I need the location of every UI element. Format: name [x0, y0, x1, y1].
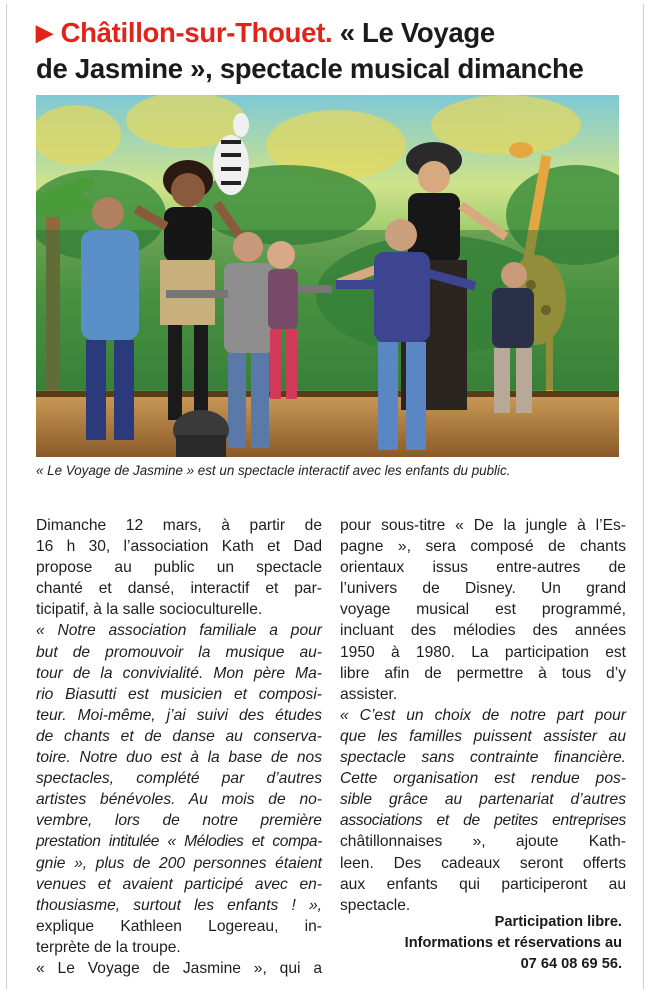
body-line: ticipatif, à la salle socioculturelle. — [36, 601, 263, 619]
body-line: assister. — [340, 685, 398, 703]
quote-line: « Notre association familiale a pour — [36, 622, 322, 640]
quote-line: thousiasme, surtout les enfants ! », — [36, 896, 322, 914]
body-line: orientaux issus entre-autres de — [340, 559, 626, 577]
left-column — [36, 515, 322, 979]
headline-arrow-icon: ▶ — [36, 20, 53, 45]
body-line: aux enfants qui participeront au — [340, 875, 626, 893]
quote-line: artistes bénévoles. Au mois de no- — [36, 791, 322, 809]
stage-spotlight — [173, 410, 229, 457]
body-line: terprète de la troupe. — [36, 938, 181, 956]
body-line: libre afin de permettre à tous d’y — [340, 664, 626, 682]
quote-line: toire. Notre duo est à la base de nos — [36, 749, 322, 767]
quote-line: rio Biasutti est musicien et composi- — [36, 685, 322, 703]
body-line: voyage musical est programmé, — [340, 601, 626, 619]
body-line: incluant des mélodies des années — [340, 622, 626, 640]
info-note: Informations et réservations au — [404, 935, 622, 951]
body-line: châtillonnaises », ajoute Kath- — [340, 833, 626, 851]
headline-line2: de Jasmine », spectacle musical dimanche — [36, 53, 584, 84]
quote-line: spectacle sans contrainte financière. — [340, 749, 626, 767]
quote-line: tour de la convivialité. Mon père Ma- — [36, 664, 322, 682]
quote-line: teur. Moi-même, j’ai suivi des études — [36, 706, 322, 724]
right-column — [340, 515, 626, 916]
body-line: propose au public un spectacle — [36, 559, 322, 577]
quote-line: que les familles puissent assister au — [340, 727, 626, 745]
quote-line: « C’est un choix de notre part pour — [340, 706, 626, 724]
body-line: Dimanche 12 mars, à partir de — [36, 517, 322, 534]
quote-line: venues et avaient participé avec en- — [36, 875, 322, 893]
body-line: leen. Des cadeaux seront offerts — [340, 854, 626, 872]
participation-note: Participation libre. — [494, 914, 622, 930]
body-line: chanté et dansé, interactif et par- — [36, 580, 322, 598]
info-footer — [340, 912, 622, 975]
quote-line: spectacles, complété par d’autres — [36, 770, 322, 788]
body-line: 1950 à 1980. La participation est — [340, 643, 626, 661]
quote-line: de chants et de danse au conserva- — [36, 727, 322, 745]
body-line: explique Kathleen Logereau, in- — [36, 917, 322, 935]
body-line: l’univers de Disney. Un grand — [340, 580, 626, 598]
body-line: spectacle. — [340, 896, 411, 914]
headline-place: Châtillon-sur-Thouet. — [60, 17, 333, 48]
photo-caption: « Le Voyage de Jasmine » est un spectacle interactif avec les enfants du public. — [36, 463, 511, 478]
article-photo — [36, 95, 619, 457]
body-line: pour sous-titre « De la jungle à l’Es- — [340, 517, 626, 534]
quote-line: Cette organisation est rendue pos- — [340, 770, 626, 788]
quote-line: sible grâce au partenariat d’autres — [340, 791, 626, 809]
quote-line: gnie », plus de 200 personnes étaient — [36, 854, 322, 872]
quote-line: but de promouvoir la musique au- — [36, 643, 322, 661]
body-line: pagne », sera composé de chants — [340, 538, 626, 556]
quote-line: prestation intitulée « Mélodies et compa- — [36, 833, 322, 851]
phone-number: 07 64 08 69 56. — [520, 956, 622, 972]
quote-line: vembre, lors de notre première — [36, 812, 322, 830]
article-headline — [36, 16, 626, 86]
headline-line1-rest: « Le Voyage — [332, 17, 495, 48]
body-line: « Le Voyage de Jasmine », qui a — [36, 959, 322, 977]
body-line: 16 h 30, l’association Kath et Dad — [36, 538, 322, 556]
quote-line: associations et de petites entreprises — [340, 812, 626, 830]
